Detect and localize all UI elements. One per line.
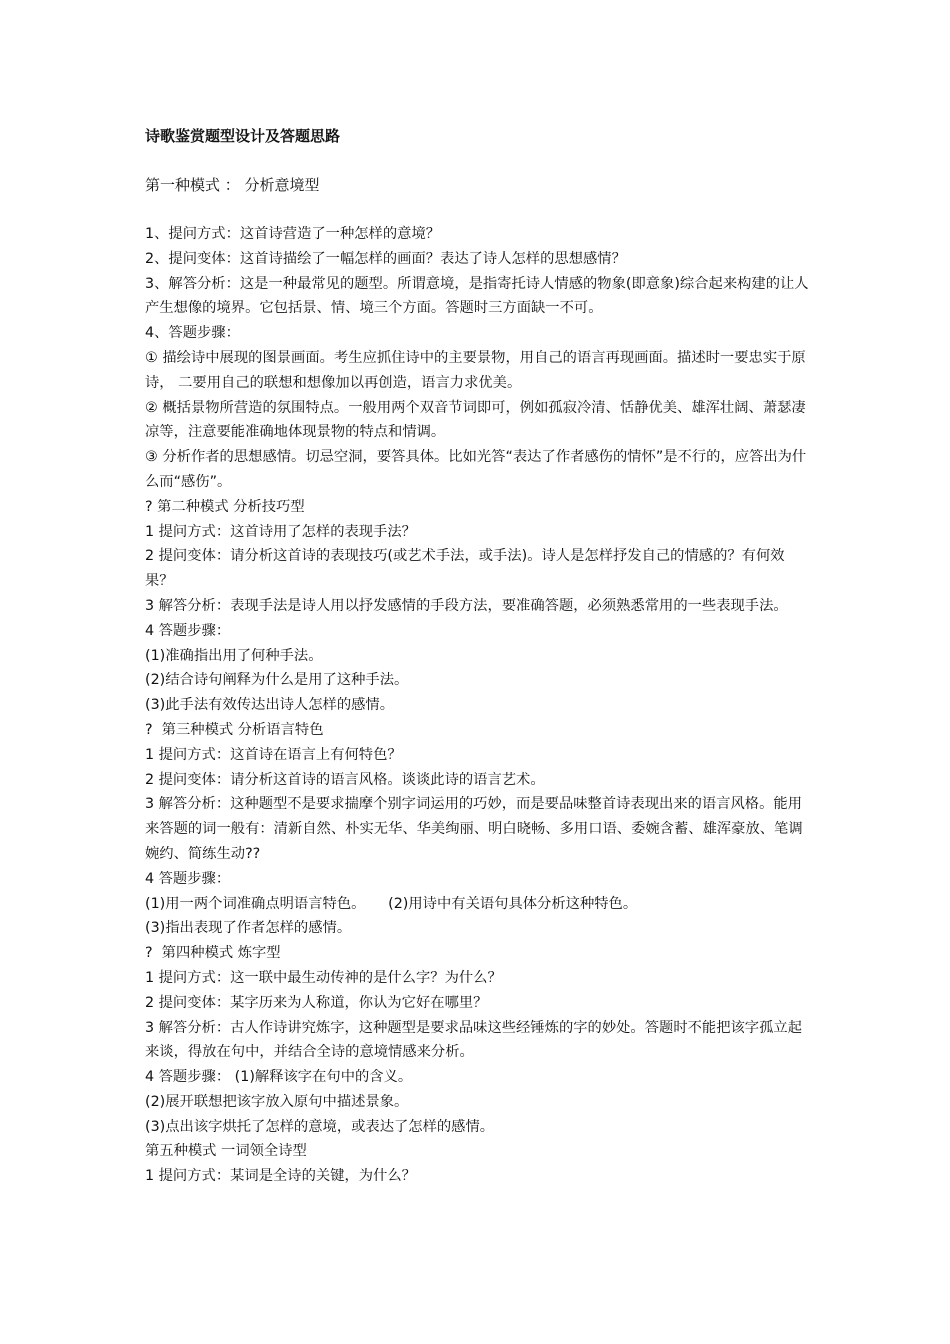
paragraph-line: 1 提问方式：某词是全诗的关键，为什么？ xyxy=(145,1168,416,1185)
paragraph-line: (3)指出表现了作者怎样的感情。 xyxy=(145,920,352,937)
paragraph-line: 3 解答分析：表现手法是诗人用以抒发感情的手段方法，要准确答题，必须熟悉常用的一些表现手法。 xyxy=(145,597,788,614)
paragraph-line: (1)用一两个词准确点明语言特色。 (2)用诗中有关语句具体分析这种特色。 xyxy=(145,895,638,912)
paragraph-line: ? 第三种模式 分析语言特色 xyxy=(145,721,324,738)
paragraph-line: ① 描绘诗中展现的图景画面。考生应抓住诗中的主要景物，用自己的语言再现画面。描述时一要忠实于原诗， 二要用自己的联想和想像加以再创造，语言力求优美。 xyxy=(145,349,806,391)
paragraph-line: 第五种模式 一词领全诗型 xyxy=(145,1143,307,1160)
paragraph-line: 3、解答分析：这是一种最常见的题型。所谓意境，是指寄托诗人情感的物象(即意象)综合起来构建的让人产生想像的境界。它包括景、情、境三个方面。答题时三方面缺一不可。 xyxy=(145,275,809,317)
document-body xyxy=(145,222,813,1189)
paragraph-line: 1、提问方式：这首诗营造了一种怎样的意境？ xyxy=(145,226,441,242)
paragraph-line: 4 答题步骤： xyxy=(145,870,231,887)
paragraph-line: 4、答题步骤： xyxy=(145,325,240,342)
paragraph-line: 1 提问方式：这首诗在语言上有何特色？ xyxy=(145,746,402,763)
paragraph-line: 3 解答分析：古人作诗讲究炼字，这种题型是要求品味这些经锤炼的字的妙处。答题时不能把该字孤立起来谈，得放在句中，并结合全诗的意境情感来分析。 xyxy=(145,1019,802,1061)
paragraph-line: (2)展开联想把该字放入原句中描述景象。 xyxy=(145,1093,409,1110)
paragraph-line: ? 第二种模式 分析技巧型 xyxy=(145,498,305,515)
paragraph-line: 2 提问变体：请分析这首诗的语言风格。谈谈此诗的语言艺术。 xyxy=(145,771,545,788)
paragraph-line: 4 答题步骤： xyxy=(145,622,231,639)
paragraph-line: (1)准确指出用了何种手法。 xyxy=(145,647,323,664)
paragraph-line: 2 提问变体：请分析这首诗的表现技巧(或艺术手法，或手法)。诗人是怎样抒发自己的情感的？有何效果？ xyxy=(145,548,785,590)
paragraph-line: 1 提问方式：这首诗用了怎样的表现手法？ xyxy=(145,523,416,540)
paragraph-line: ? 第四种模式 炼字型 xyxy=(145,945,281,962)
paragraph-line: (3)点出该字烘托了怎样的意境，或表达了怎样的感情。 xyxy=(145,1118,495,1135)
paragraph-line: ② 概括景物所营造的氛围特点。一般用两个双音节词即可，例如孤寂冷清、恬静优美、雄浑壮阔、萧瑟凄凉等，注意要能准确地体现景物的特点和情调。 xyxy=(145,399,806,441)
paragraph-line: 2、提问变体：这首诗描绘了一幅怎样的画面？表达了诗人怎样的思想感情？ xyxy=(145,250,626,267)
paragraph-line: 4 答题步骤： (1)解释该字在句中的含义。 xyxy=(145,1069,413,1086)
paragraph-line: 1 提问方式：这一联中最生动传神的是什么字？为什么？ xyxy=(145,969,502,986)
paragraph-line: 2 提问变体：某字历来为人称道，你认为它好在哪里？ xyxy=(145,994,488,1011)
document-page xyxy=(145,124,813,1189)
paragraph-line: (2)结合诗句阐释为什么是用了这种手法。 xyxy=(145,672,409,689)
paragraph-line: ③ 分析作者的思想感情。切忌空洞，要答具体。比如光答“表达了作者感伤的情怀”是不行的，应答出为什么而“感伤”。 xyxy=(145,449,807,490)
paragraph-line: (3)此手法有效传达出诗人怎样的感情。 xyxy=(145,697,394,714)
section-heading: 第一种模式 ： 分析意境型 xyxy=(145,176,320,194)
paragraph-line: 3 解答分析：这种题型不是要求揣摩个别字词运用的巧妙，而是要品味整首诗表现出来的语言风格。能用来答题的词一般有：清新自然、朴实无华、华美绚丽、明白晓畅、多用口语、委婉含蓄、雄浑豪放、笔调婉约、简练生动?? xyxy=(145,796,803,862)
document-title: 诗歌鉴赏题型设计及答题思路 xyxy=(145,127,341,145)
